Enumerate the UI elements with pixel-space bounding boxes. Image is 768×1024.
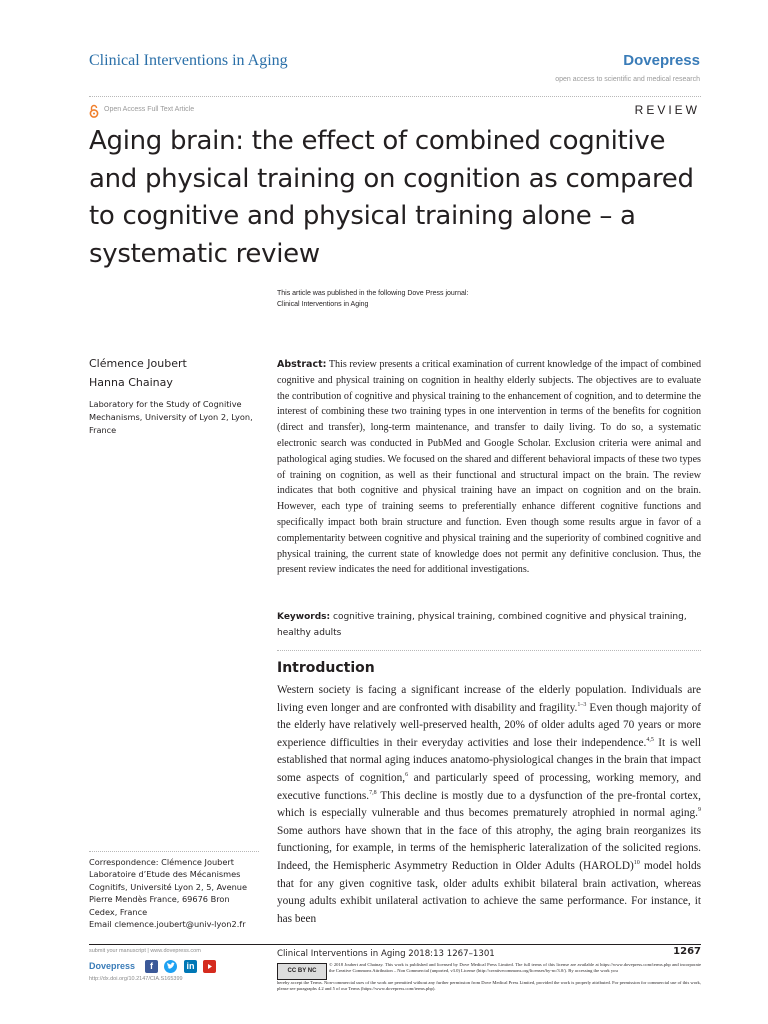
- journal-title: Clinical Interventions in Aging: [89, 52, 288, 69]
- open-access-icon: [89, 104, 99, 118]
- author-list: [89, 354, 187, 392]
- citation-ref[interactable]: 1–3: [577, 701, 587, 708]
- intro-text: Even though majority of the elderly have relatively well-preserved health, 20% of older adults aged 70 years or more experience difficulties in their everyday activities and lose their independence.: [277, 701, 701, 749]
- correspondence-line: Laboratoire d’Etude des Mécanismes: [89, 869, 241, 880]
- twitter-icon[interactable]: [164, 960, 177, 973]
- introduction-body: [277, 682, 701, 928]
- citation-ref[interactable]: 9: [698, 807, 701, 814]
- footer-logo[interactable]: Dovepress: [89, 961, 136, 971]
- section-heading: Introduction: [277, 660, 375, 676]
- author-affiliation: Laboratory for the Study of Cognitive Mechanisms, University of Lyon 2, Lyon, France: [89, 399, 253, 435]
- abstract-text: This review presents a critical examination of current knowledge of the impact of combined cognitive and physical training on cognition in healthy elderly subjects. The objectives are to evaluate the contribution of cognitive and physical training to the enhancement of cognition, and to determine the interest of combining these two training types in one intervention in terms of the benefits for cognition (direct and transfer), long-term maintenance, and transfer to daily living. To do so, a systematic electronic search was conducted in PubMed and Google Scholar. Exclusion criteria were animal and pathological aging studies. We focused on the shared and different behavioral impacts of these two types of training on cognition, as well as their functional and structural impact on the brain. The review indicates that both cognitive and physical training have an impact on cognition and on the brain. However, each type of training seems to preferentially enhance different cognitive functions and specifically impact both brain structure and function. Even though some results argue in favor of a complementarity between cognitive and physical training and the superiority of combined cognitive and physical training, the current state of knowledge does not permit any definitive conclusion. Thus, the present review indicates the need for additional investigations.: [277, 359, 702, 576]
- creative-commons-icon[interactable]: CC BY NC: [277, 963, 327, 980]
- correspondence-email[interactable]: Email clemence.joubert@univ-lyon2.fr: [89, 919, 246, 930]
- footer-citation: Clinical Interventions in Aging 2018:13 1267–1301: [277, 949, 495, 959]
- citation-ref[interactable]: 7,8: [369, 789, 377, 796]
- section-divider: [277, 650, 701, 651]
- submit-manuscript-link[interactable]: submit your manuscript | www.dovepress.com: [89, 948, 201, 954]
- license-text-continued: hereby accept the Terms. Non-commercial uses of the work are permitted without any further permission from Dove Medical Press Limited, provided the work is properly attributed. For permission for commercial use of this work, please see paragraphs 4.2 and 5 of our Terms (https://www.dovepress.com/terms.php).: [277, 980, 701, 992]
- footer-divider: [89, 944, 701, 945]
- correspondence-line: Cedex, France: [89, 906, 148, 917]
- article-title: Aging brain: the effect of combined cognitive and physical training on cognition as compared to cognitive and physical training alone – a systematic review: [89, 126, 694, 269]
- license-text: © 2018 Joubert and Chainay. This work is published and licensed by Dove Medical Press Limited. The full terms of this license are available at https://www.dovepress.com/terms.php and incorporate the Creative Commons Attribution – Non Commercial (unported, v3.0) License (http://creativecommons.org/licenses/by-nc/3.0/). By accessing the work you: [329, 962, 701, 974]
- page-number: 1267: [673, 946, 701, 957]
- correspondence-divider: [89, 851, 259, 852]
- keywords-label: Keywords:: [277, 612, 331, 622]
- citation-ref[interactable]: 10: [633, 860, 640, 867]
- citation-ref[interactable]: 6: [405, 772, 409, 779]
- abstract: [277, 357, 701, 578]
- keywords-text: cognitive training, physical training, combined cognitive and physical training, healthy adults: [277, 612, 687, 638]
- linkedin-icon[interactable]: in: [184, 960, 197, 973]
- intro-text: and particularly speed of processing, working memory, and executive functions.: [277, 771, 701, 802]
- youtube-icon[interactable]: [203, 960, 216, 973]
- article-type: REVIEW: [634, 103, 700, 117]
- citation-ref[interactable]: 4,5: [646, 737, 654, 744]
- intro-text: model holds that for any given cognitive task, older adults exhibit bilateral brain activation, whereas young adults exhibit unilateral activation to achieve the same performance. For instance, it has been: [277, 859, 701, 925]
- publication-note-line: This article was published in the following Dove Press journal:: [277, 290, 469, 297]
- keywords: [277, 610, 701, 641]
- facebook-icon[interactable]: f: [145, 960, 158, 973]
- intro-text: Some authors have shown that in the face of this atrophy, the aging brain reorganizes its functioning, for example, in terms of the hemispheric lateralization of the solicited regions. Indeed, the Hemispheric Asymmetry Reduction in Older Adults (HAROLD): [277, 824, 701, 872]
- header-divider: [89, 96, 701, 97]
- intro-text: It is well established that normal aging induces anatomo-physiological changes in the brain that impact some aspects of cognition,: [277, 736, 702, 784]
- correspondence-line: Correspondence: Clémence Joubert: [89, 857, 234, 867]
- author-name: Hanna Chainay: [89, 376, 173, 389]
- correspondence-line: Pierre Mendès France, 69676 Bron: [89, 894, 230, 905]
- publisher-tagline: open access to scientific and medical research: [555, 76, 700, 83]
- open-access-label: Open Access Full Text Article: [104, 106, 195, 113]
- intro-text: Western society is facing a significant increase of the elderly population. Individuals are living even longer and are confronted with disability and fragility.: [277, 684, 701, 714]
- correspondence-line: Cognitifs, Université Lyon 2, 5, Avenue: [89, 881, 248, 892]
- doi-link[interactable]: http://dx.doi.org/10.2147/CIA.S165399: [89, 976, 183, 982]
- intro-text: This decline is mostly due to a dysfunction of the pre-frontal cortex, which is especially vulnerable and thus becomes prematurely atrophied in normal aging.: [277, 789, 701, 820]
- correspondence: [89, 856, 264, 930]
- publication-note-journal: Clinical Interventions in Aging: [277, 301, 369, 308]
- publisher-logo[interactable]: Dovepress: [623, 52, 700, 69]
- abstract-label: Abstract:: [277, 359, 327, 370]
- publication-note: [277, 288, 577, 310]
- author-name: Clémence Joubert: [89, 357, 187, 370]
